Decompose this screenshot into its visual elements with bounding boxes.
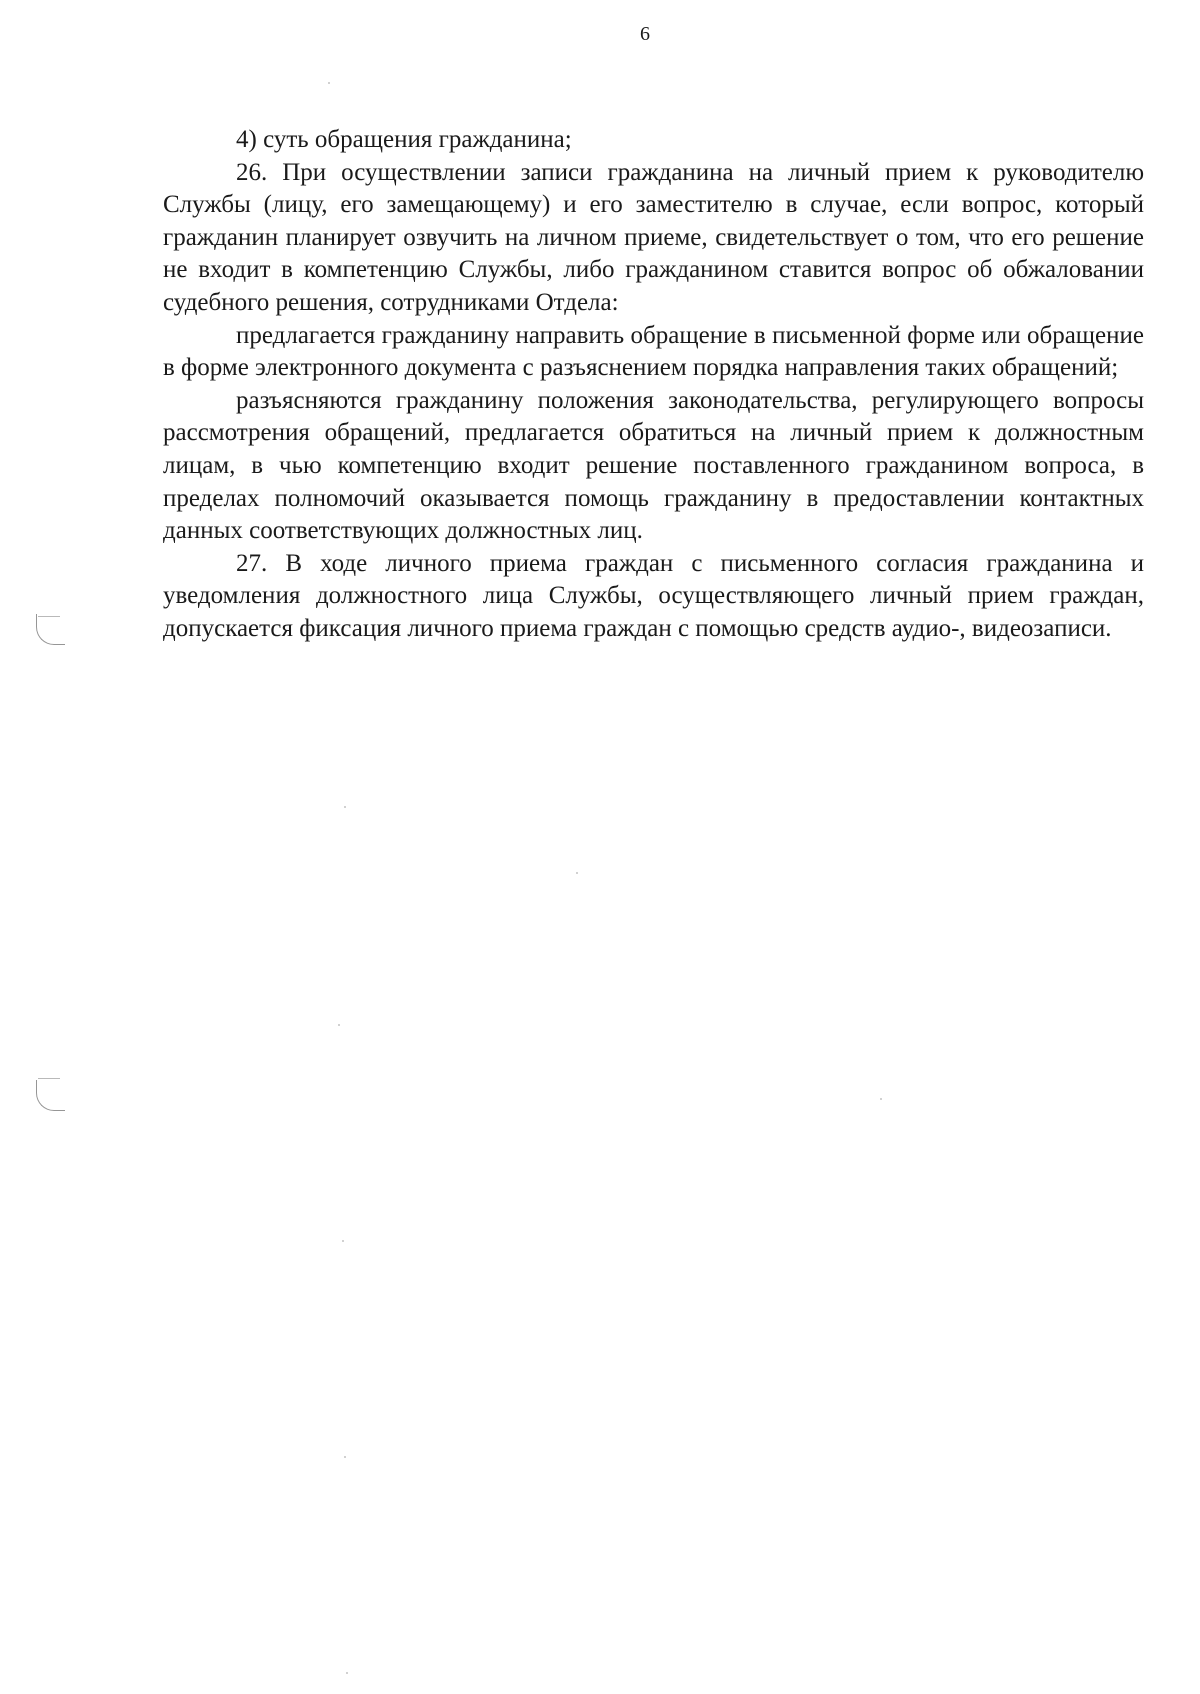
scan-speck <box>344 806 346 808</box>
scan-speck <box>576 872 578 874</box>
document-body <box>163 124 1144 646</box>
page-number: 6 <box>640 23 650 45</box>
clause-26: 26. При осуществлении записи гражданина на личный прием к руководителю Службы (лицу, его замещающему) и его заместителю в случае, если вопрос, который гражданин планирует озвучить на личном приеме, свидетельствует о том, что его решение не входит в компетенцию Службы, либо гражданином ставится вопрос об обжаловании судебного решения, сотрудниками Отдела: <box>163 158 1144 316</box>
scan-speck <box>342 1240 344 1242</box>
scan-speck <box>880 1098 882 1100</box>
scan-speck <box>338 1024 340 1026</box>
clause-26-item-2: разъясняются гражданину положения законодательства, регулирующего вопросы рассмотрения обращений, предлагается обратиться на личный прием к должностным лицам, в чью компетенцию входит решение поставленного гражданином вопроса, в пределах полномочий оказывается помощь гражданину в предоставлении контактных данных соответствующих должностных лиц. <box>163 386 1144 545</box>
clause-27: 27. В ходе личного приема граждан с письменного согласия гражданина и уведомления должностного лица Службы, осуществляющего личный прием граждан, допускается фиксация личного приема граждан с помощью средств аудио-, видеозаписи. <box>163 549 1144 642</box>
binder-hole-mark <box>36 1080 65 1111</box>
binder-hole-mark <box>36 614 65 645</box>
list-item-4: 4) суть обращения гражданина; <box>236 126 572 153</box>
binder-hole-mark-top <box>38 1078 60 1079</box>
scan-speck <box>346 1672 348 1674</box>
scan-speck <box>328 82 330 84</box>
clause-26-item-1: предлагается гражданину направить обращение в письменной форме или обращение в форме электронного документа с разъяснением порядка направления таких обращений; <box>163 321 1144 382</box>
scan-speck <box>344 1456 346 1458</box>
